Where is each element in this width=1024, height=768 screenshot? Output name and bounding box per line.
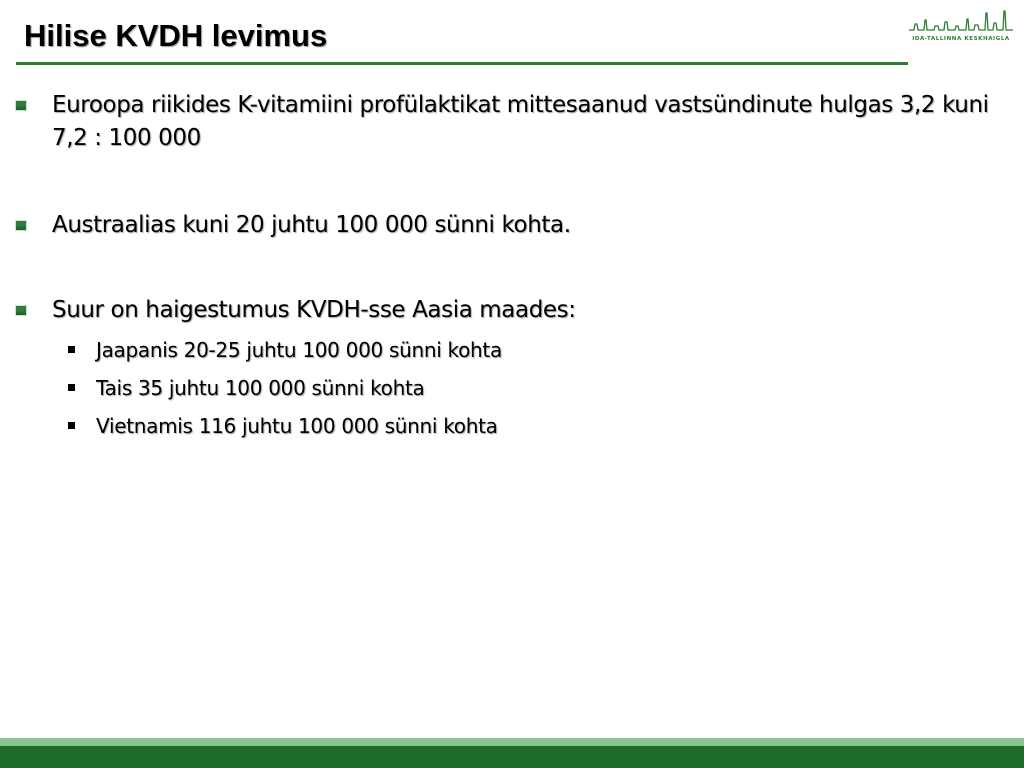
logo-caption: IDA-TALLINNA KESKHAIGLA bbox=[912, 36, 1010, 42]
title-underline-divider bbox=[16, 62, 908, 65]
footer-band-dark bbox=[0, 746, 1024, 768]
slide-title: Hilise KVDH levimus bbox=[24, 18, 328, 53]
skyline-logo-icon bbox=[908, 8, 1014, 34]
black-square-bullet-icon bbox=[68, 384, 75, 391]
green-square-bullet-icon bbox=[15, 220, 27, 231]
black-square-bullet-icon bbox=[68, 422, 75, 429]
bullet-item bbox=[52, 209, 1002, 242]
black-square-bullet-icon bbox=[68, 346, 75, 353]
sub-bullet-item bbox=[96, 374, 425, 402]
sub-bullet-item bbox=[96, 336, 502, 364]
bullet-text: Suur on haigestumus KVDH-sse Aasia maades: bbox=[52, 297, 576, 323]
bullet-item bbox=[52, 89, 1002, 155]
green-square-bullet-icon bbox=[15, 305, 27, 316]
hospital-logo bbox=[908, 8, 1014, 46]
sub-bullet-text: Tais 35 juhtu 100 000 sünni kohta bbox=[96, 376, 425, 400]
bullet-text: Austraalias kuni 20 juhtu 100 000 sünni kohta. bbox=[52, 212, 571, 238]
bullet-item bbox=[52, 294, 1002, 327]
sub-bullet-item bbox=[96, 412, 498, 440]
sub-bullet-text: Vietnamis 116 juhtu 100 000 sünni kohta bbox=[96, 414, 498, 438]
sub-bullet-text: Jaapanis 20-25 juhtu 100 000 sünni kohta bbox=[96, 338, 502, 362]
footer-band-light bbox=[0, 738, 1024, 746]
green-square-bullet-icon bbox=[15, 100, 27, 111]
bullet-text: Euroopa riikides K-vitamiini profülaktikat mittesaanud vastsündinute hulgas 3,2 kuni 7,2 : 100 000 bbox=[52, 92, 989, 151]
